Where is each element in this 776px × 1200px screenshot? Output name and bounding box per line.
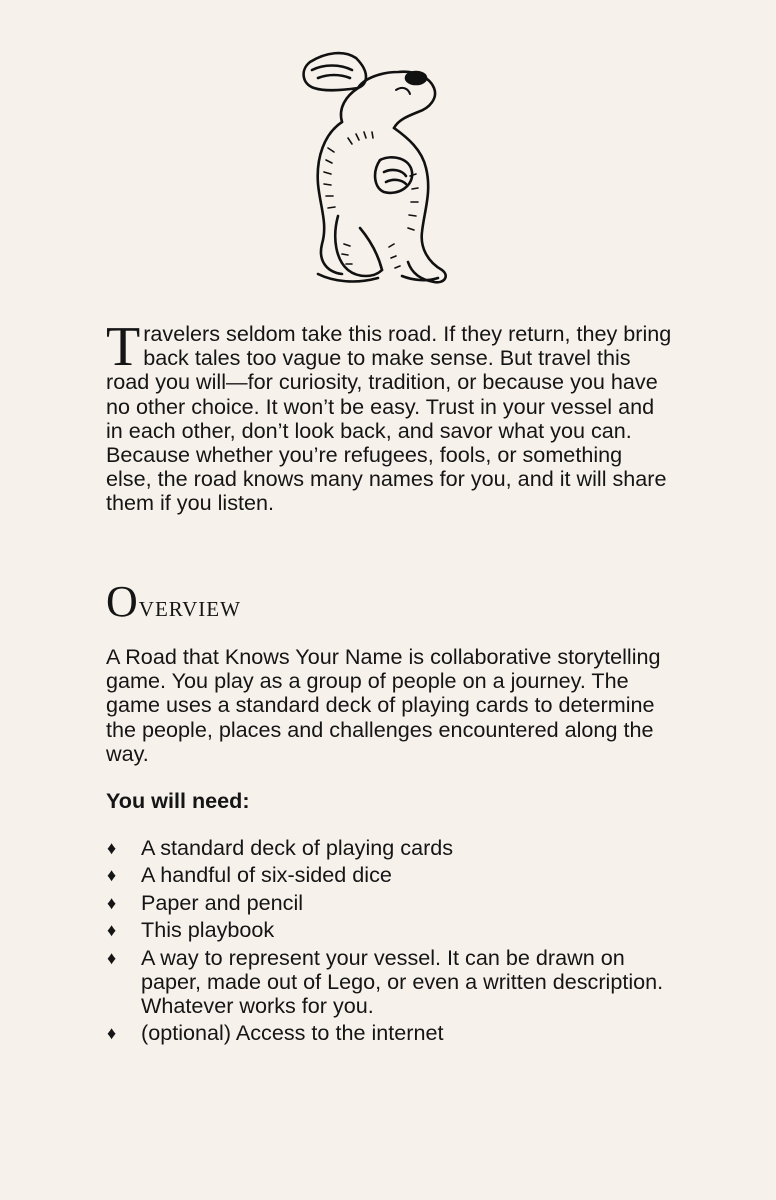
list-item-text: A standard deck of playing cards [141, 835, 454, 860]
list-item [106, 918, 672, 942]
list-item [106, 1021, 672, 1045]
list-item [106, 836, 672, 860]
section-title-overview [106, 577, 241, 629]
list-item [106, 863, 672, 887]
intro-text: ravelers seldom take this road. If they return, they bring back tales too vague to make sense. But travel this road you will—for curiosity, tradition, or because you have no other choice. It won’t be easy. Trust in your vessel and in each other, don’t look back, and savor what you can. Because whether you’re refugees, fools, or something else, the road knows many names for you, and it will share them if you listen. [106, 321, 672, 516]
diamond-bullet-icon: ♦ [107, 1023, 117, 1044]
need-heading: You will need: [106, 788, 250, 813]
drop-cap: T [106, 316, 141, 378]
section-title-rest: verview [138, 590, 241, 623]
intro-paragraph [106, 316, 672, 516]
list-item-text: A handful of six-sided dice [141, 862, 392, 888]
list-item-text: This playbook [141, 917, 275, 943]
diamond-bullet-icon: ♦ [107, 838, 117, 858]
needs-list [106, 836, 672, 1049]
list-item-text: A way to represent your vessel. It can be drawn on paper, made out of Lego, or even a written description. Whatever works for you. [141, 944, 664, 1018]
list-item-text: (optional) Access to the internet [141, 1020, 444, 1046]
diamond-bullet-icon: ♦ [107, 920, 117, 941]
list-item [106, 891, 672, 915]
diamond-bullet-icon: ♦ [107, 865, 117, 886]
diamond-bullet-icon: ♦ [107, 892, 117, 913]
section-title-initial: O [106, 577, 139, 626]
overview-paragraph: A Road that Knows Your Name is collaborative storytelling game. You play as a group of people on a journey. The game uses a standard deck of playing cards to determine the people, places and challenges encountered along the way. [106, 644, 661, 766]
rabbit-illustration-icon [298, 48, 458, 288]
diamond-bullet-icon: ♦ [107, 947, 117, 968]
list-item-text: Paper and pencil [141, 889, 304, 915]
list-item [106, 946, 672, 1019]
